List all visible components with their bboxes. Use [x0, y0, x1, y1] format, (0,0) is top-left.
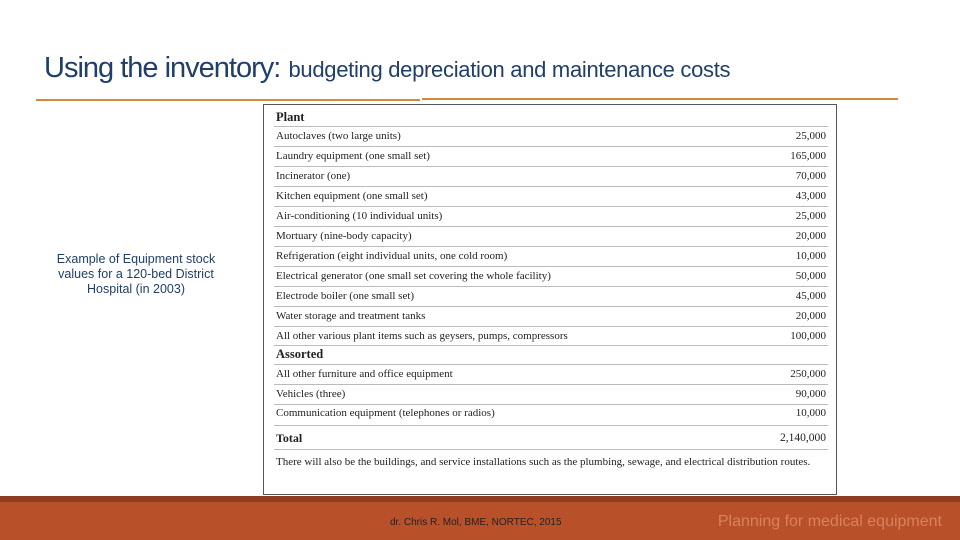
table-row	[276, 167, 826, 185]
item-label: Autoclaves (two large units)	[276, 130, 401, 142]
table-row	[276, 187, 826, 205]
table-row	[276, 404, 826, 422]
item-label: Mortuary (nine-body capacity)	[276, 230, 412, 242]
table-caption: Example of Equipment stock values for a 120-bed District Hospital (in 2003)	[56, 252, 216, 296]
item-label: Laundry equipment (one small set)	[276, 150, 430, 162]
item-label: Refrigeration (eight individual units, one cold room)	[276, 250, 508, 262]
item-value: 20,000	[795, 230, 826, 242]
section-heading-assorted	[276, 345, 826, 363]
table-row	[276, 385, 826, 403]
slide-title-main: Using the inventory:	[44, 52, 281, 84]
table-row	[276, 127, 826, 145]
item-value: 100,000	[790, 330, 826, 342]
item-value: 50,000	[795, 270, 826, 282]
table-row	[276, 307, 826, 325]
table-row	[276, 287, 826, 305]
item-label: All other furniture and office equipment	[276, 368, 453, 380]
total-row	[276, 429, 826, 447]
item-value: 250,000	[790, 368, 826, 380]
table-row	[276, 207, 826, 225]
item-label: Kitchen equipment (one small set)	[276, 190, 428, 202]
item-label: Air-conditioning (10 individual units)	[276, 210, 443, 222]
row-separator	[274, 449, 828, 450]
item-label: All other various plant items such as geysers, pumps, compressors	[276, 330, 568, 342]
table-footnote: There will also be the buildings, and service installations such as the plumbing, sewage, and electrical distribution routes.	[276, 456, 811, 468]
item-label: Incinerator (one)	[276, 170, 351, 182]
item-label: Communication equipment (telephones or radios)	[276, 407, 495, 419]
item-label: Electrode boiler (one small set)	[276, 290, 415, 302]
item-value: 165,000	[790, 150, 826, 162]
presentation-brand: Planning for medical equipment	[717, 513, 942, 530]
title-underline-right	[422, 98, 898, 100]
equipment-value-table	[263, 104, 837, 495]
item-label: Vehicles (three)	[276, 388, 346, 400]
table-row	[276, 267, 826, 285]
section-label: Plant	[276, 110, 305, 124]
item-value: 45,000	[795, 290, 826, 302]
item-value: 10,000	[795, 250, 826, 262]
table-row	[276, 365, 826, 383]
item-value: 70,000	[795, 170, 826, 182]
item-value: 20,000	[795, 310, 826, 322]
section-label: Assorted	[276, 347, 324, 361]
total-value: 2,140,000	[780, 432, 826, 444]
title-underline-left	[36, 99, 420, 101]
item-label: Water storage and treatment tanks	[276, 310, 426, 322]
table-row	[276, 247, 826, 265]
item-value: 90,000	[795, 388, 826, 400]
table-row	[276, 327, 826, 345]
table-row	[276, 147, 826, 165]
item-value: 43,000	[795, 190, 826, 202]
table-row	[276, 227, 826, 245]
slide-title	[44, 52, 730, 85]
item-label: Electrical generator (one small set covering the whole facility)	[276, 270, 551, 282]
item-value: 10,000	[795, 407, 826, 419]
section-heading-plant	[276, 108, 826, 126]
row-separator	[274, 425, 828, 426]
total-label: Total	[276, 431, 303, 445]
item-value: 25,000	[795, 130, 826, 142]
item-value: 25,000	[795, 210, 826, 222]
author-credit: dr. Chris R. Mol, BME, NORTEC, 2015	[390, 517, 562, 528]
slide-title-sub: budgeting depreciation and maintenance costs	[288, 57, 731, 82]
